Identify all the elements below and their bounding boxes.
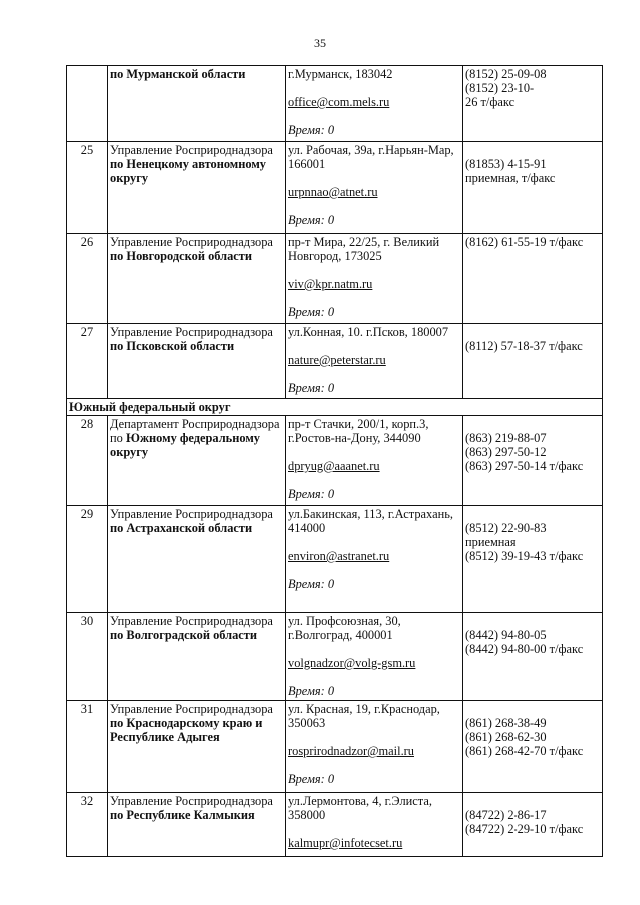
time-note: Время: 0 (288, 684, 335, 698)
email-link[interactable]: rosprirodnadzor@mail.ru (288, 744, 414, 758)
address: пр-т Стачки, 200/1, корп.3, г.Ростов-на-Дону, 344090 (288, 417, 429, 445)
organization-name: Южному федеральному округу (110, 431, 260, 459)
address: пр-т Мира, 22/25, г. Великий Новгород, 173025 (288, 235, 440, 263)
organization-prefix: Департамент Росприроднадзора по (110, 417, 280, 445)
row-number: 26 (67, 234, 108, 324)
time-note: Время: 0 (288, 305, 335, 319)
table-row (67, 324, 603, 399)
address: ул.Лермонтова, 4, г.Элиста, 358000 (288, 794, 432, 822)
address-cell (286, 234, 463, 324)
phone: (8512) 22-90-83 (465, 521, 547, 535)
phone: (861) 268-38-49 (465, 716, 547, 730)
phone: (81853) 4-15-91 (465, 157, 547, 171)
organization-name: по Астраханской области (110, 521, 253, 535)
address-cell (286, 793, 463, 857)
organization-name: по Краснодарскому краю и Республике Адыгея (110, 716, 263, 744)
address-cell (286, 506, 463, 613)
organization-name: по Ненецкому автономному округу (110, 157, 266, 185)
phone: (8162) 61-55-19 т/факс (465, 235, 584, 249)
phone: (84722) 2-86-17 (465, 808, 547, 822)
time-note: Время: 0 (288, 381, 335, 395)
row-number: 28 (67, 416, 108, 506)
organization-cell (108, 234, 286, 324)
organization-cell (108, 66, 286, 142)
time-note: Время: 0 (288, 772, 335, 786)
address-cell (286, 613, 463, 701)
agency-contacts-table (66, 65, 603, 857)
address-cell (286, 142, 463, 234)
organization-prefix: Управление Росприроднадзора (110, 235, 273, 249)
email-link[interactable]: volgnadzor@volg-gsm.ru (288, 656, 416, 670)
phone: (863) 297-50-14 т/факс (465, 459, 584, 473)
row-number (67, 66, 108, 142)
address: ул. Рабочая, 39а, г.Нарьян-Мар, 166001 (288, 143, 454, 171)
phone-cell (463, 66, 603, 142)
table-row (67, 506, 603, 613)
organization-cell (108, 142, 286, 234)
section-row (67, 399, 603, 416)
organization-cell (108, 324, 286, 399)
phone-cell (463, 793, 603, 857)
phone-cell (463, 142, 603, 234)
address-cell (286, 66, 463, 142)
phone-cell (463, 701, 603, 793)
table-row (67, 793, 603, 857)
organization-name: по Республике Калмыкия (110, 808, 255, 822)
phone: (861) 268-42-70 т/факс (465, 744, 584, 758)
organization-name: по Мурманской области (110, 67, 246, 81)
organization-cell (108, 506, 286, 613)
email-link[interactable]: dpryug@aaanet.ru (288, 459, 380, 473)
phone-cell (463, 234, 603, 324)
phone: 26 т/факс (465, 95, 515, 109)
phone-cell (463, 416, 603, 506)
table-body (67, 66, 603, 857)
table-row (67, 613, 603, 701)
organization-cell (108, 613, 286, 701)
table-row (67, 142, 603, 234)
table-row (67, 66, 603, 142)
organization-prefix: Управление Росприроднадзора (110, 702, 273, 716)
phone-cell (463, 506, 603, 613)
phone-cell (463, 324, 603, 399)
email-link[interactable]: urpnnao@atnet.ru (288, 185, 378, 199)
organization-prefix: Управление Росприроднадзора (110, 794, 273, 808)
row-number: 25 (67, 142, 108, 234)
address: ул. Профсоюзная, 30, г.Волгоград, 400001 (288, 614, 401, 642)
organization-cell (108, 416, 286, 506)
organization-prefix: Управление Росприроднадзора (110, 325, 273, 339)
organization-prefix: Управление Росприроднадзора (110, 143, 273, 157)
phone: приемная (465, 535, 516, 549)
address: ул.Бакинская, 113, г.Астрахань, 414000 (288, 507, 453, 535)
phone: (84722) 2-29-10 т/факс (465, 822, 584, 836)
row-number: 30 (67, 613, 108, 701)
table-row (67, 701, 603, 793)
row-number: 32 (67, 793, 108, 857)
phone: (8512) 39-19-43 т/факс (465, 549, 584, 563)
organization-cell (108, 701, 286, 793)
organization-prefix: Управление Росприроднадзора (110, 507, 273, 521)
phone: (861) 268-62-30 (465, 730, 547, 744)
time-note: Время: 0 (288, 213, 335, 227)
section-title: Южный федеральный округ (67, 399, 603, 416)
email-link[interactable]: environ@astranet.ru (288, 549, 390, 563)
phone: (8152) 23-10- (465, 81, 535, 95)
time-note: Время: 0 (288, 123, 335, 137)
phone-cell (463, 613, 603, 701)
email-link[interactable]: viv@kpr.natm.ru (288, 277, 373, 291)
organization-cell (108, 793, 286, 857)
email-link[interactable]: nature@peterstar.ru (288, 353, 386, 367)
address: ул.Конная, 10. г.Псков, 180007 (288, 325, 449, 339)
organization-name: по Волгоградской области (110, 628, 258, 642)
table-row (67, 234, 603, 324)
organization-prefix: Управление Росприроднадзора (110, 614, 273, 628)
row-number: 31 (67, 701, 108, 793)
time-note: Время: 0 (288, 577, 335, 591)
phone: приемная, т/факс (465, 171, 556, 185)
phone: (8152) 25-09-08 (465, 67, 547, 81)
phone: (8442) 94-80-00 т/факс (465, 642, 584, 656)
address: г.Мурманск, 183042 (288, 67, 393, 81)
email-link[interactable]: kalmupr@infotecset.ru (288, 836, 403, 850)
row-number: 29 (67, 506, 108, 613)
organization-name: по Псковской области (110, 339, 235, 353)
row-number: 27 (67, 324, 108, 399)
time-note: Время: 0 (288, 487, 335, 501)
address: ул. Красная, 19, г.Краснодар, 350063 (288, 702, 440, 730)
page-number: 35 (314, 36, 326, 50)
email-link[interactable]: office@com.mels.ru (288, 95, 390, 109)
address-cell (286, 416, 463, 506)
phone: (863) 297-50-12 (465, 445, 547, 459)
organization-name: по Новгородской области (110, 249, 253, 263)
phone: (8442) 94-80-05 (465, 628, 547, 642)
address-cell (286, 701, 463, 793)
address-cell (286, 324, 463, 399)
phone: (8112) 57-18-37 т/факс (465, 339, 583, 353)
phone: (863) 219-88-07 (465, 431, 547, 445)
table-row (67, 416, 603, 506)
